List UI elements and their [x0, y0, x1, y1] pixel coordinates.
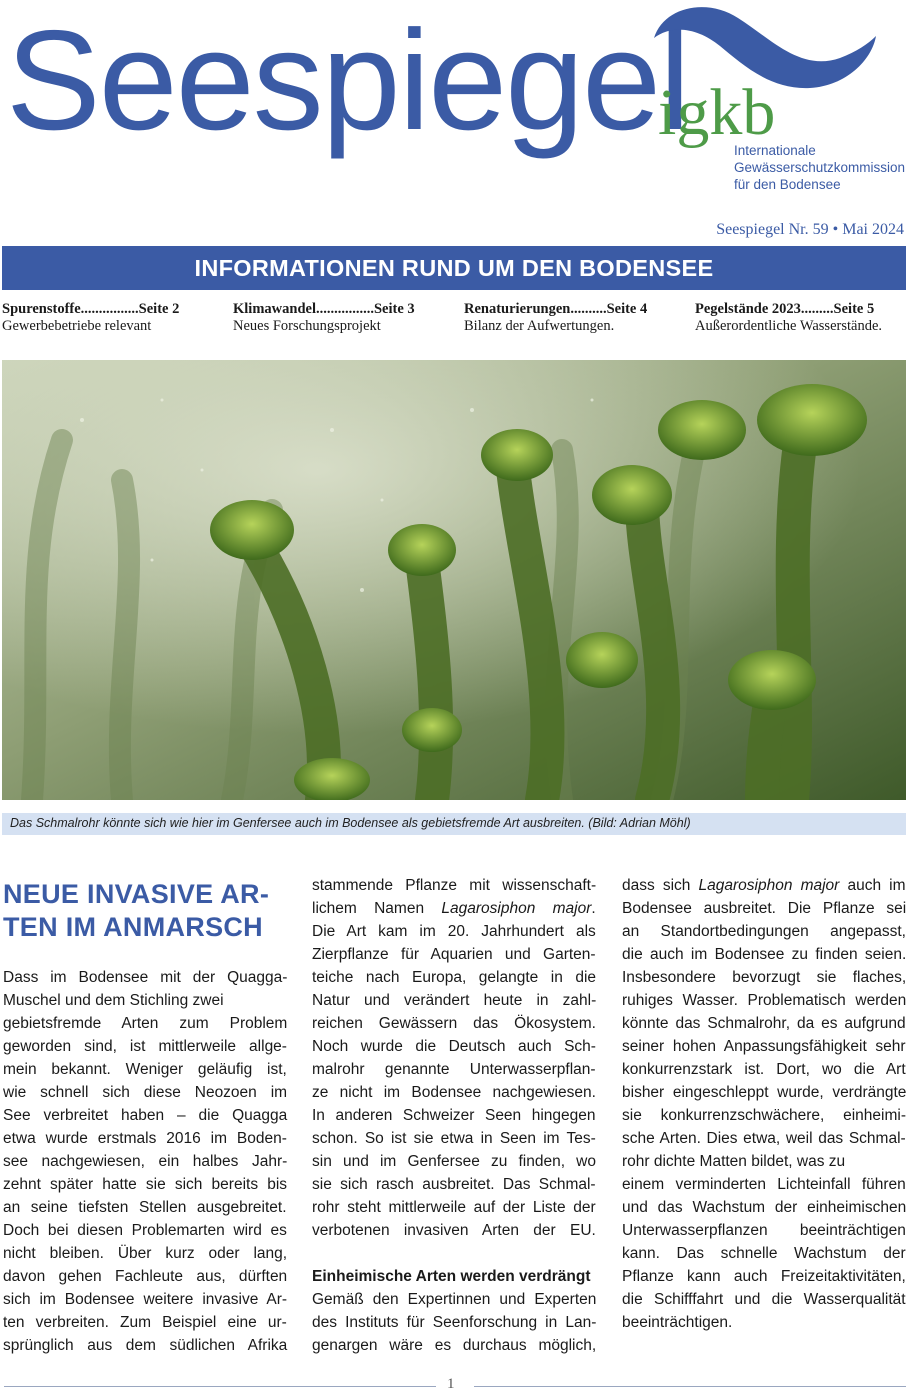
text-line: etwa wurde erstmals 2016 im Boden- [3, 1130, 287, 1147]
headline-line: TEN IM ANMARSCH [3, 912, 263, 942]
headline-line: NEUE INVASIVE AR- [3, 879, 270, 909]
text-line: stammende Pflanze mit wissenschaft- [312, 877, 597, 894]
footer-rule-left [4, 1386, 436, 1387]
issue-info: Seespiegel Nr. 59 • Mai 2024 [716, 221, 904, 238]
text-line: Dass im Bodensee mit der Quagga- [3, 969, 288, 986]
text-line: In anderen Schweizer Seen hingegen [312, 1107, 596, 1124]
page-number: 1 [447, 1376, 455, 1392]
org-line-3: für den Bodensee [734, 177, 841, 192]
photo-caption: Das Schmalrohr könnte sich wie hier im Genfersee auch im Bodensee als gebietsfremde Art ausbreiten. (Bild: Adrian Möhl) [10, 816, 691, 830]
text-line: Die Art kam im 20. Jahrhundert als [312, 923, 596, 940]
text-line: zehnt später hatte sie sich bereits bis [3, 1176, 288, 1193]
text-line: lichem Namen Lagarosiphon major. [312, 900, 596, 917]
text-line: mein bekannt. Weniger geläufig ist, [3, 1061, 287, 1078]
text-line: rohr dichte Matten bildet, was zu [622, 1153, 846, 1170]
text-line: an seine tiefsten Stellen ausgebreitet. [3, 1199, 287, 1216]
text-line: Doch bei diesen Problemarten wird es [3, 1222, 287, 1239]
text-line: konkurrenzstark ist. Dort, wo die Art [622, 1061, 906, 1078]
text-line: die Schifffahrt und die Wasserqualität [622, 1291, 906, 1308]
article-column-2 [312, 874, 596, 1357]
text-line: teiche nach Europa, gelangte in die [312, 969, 597, 986]
text-line: könnte das Schmalrohr, da es aufgrund [622, 1015, 906, 1032]
text-line: des Instituts für Seenforschung in Lan- [312, 1314, 597, 1331]
text-line: davon gehen Fachleute aus, dürften [3, 1268, 288, 1285]
text-line: nicht bleiben. Über kurz oder lang, [3, 1245, 288, 1262]
text-line: ten verbreiten. Zum Beispiel eine ur- [3, 1314, 287, 1331]
text-line: sie sich rasch ausbreitet. Das Schmal- [312, 1176, 596, 1193]
text-line: See verbreitet haben – die Quagga [3, 1107, 288, 1124]
text-line: an Standortbedingungen angepasst, [622, 923, 906, 940]
text-line: reichen Gewässern das Ökosystem. [312, 1015, 596, 1032]
text-line: beeinträchtigen. [622, 1314, 733, 1331]
text-line: Pflanze kann auch Freizeitaktivitäten, [622, 1268, 906, 1285]
text-line: bisher eingeschleppt wurde, verdrängte [622, 1084, 907, 1101]
section-subhead: Einheimische Arten werden verdrängt [312, 1268, 591, 1285]
toc-item-renaturierungen[interactable] [464, 301, 684, 335]
organization-name [734, 142, 905, 193]
text-line: Bodensee ausbreitet. Die Pflanze sei [622, 900, 907, 917]
text-line: sprünglich aus dem südlichen Afrika [3, 1337, 288, 1354]
text-line: Insbesondere bevorzugt sie flaches, [622, 969, 907, 986]
text-line: Zierpflanze für Aquarien und Garten- [312, 946, 596, 963]
toc-title: Klimawandel................Seite 3 [233, 301, 415, 317]
text-line: rohr steht mittlerweile auf der Liste der [312, 1199, 596, 1216]
photo-caption-bar [2, 813, 906, 835]
text-line: malrohr genannte Unterwasserpflan- [312, 1061, 596, 1078]
footer-rule-right [474, 1386, 906, 1387]
org-line-1: Internationale [734, 143, 816, 158]
text-line: einem verminderten Lichteinfall führen [622, 1176, 906, 1193]
text-line: gebietsfremde Arten zum Problem [3, 1015, 288, 1032]
text-line: wie schnell sich diese Neozoen im [3, 1084, 288, 1101]
article-column-1 [3, 966, 287, 1357]
text-line: see nachgewiesen, ein halbes Jahr- [3, 1153, 288, 1170]
article-headline [3, 878, 288, 944]
toc-item-pegelstaende[interactable] [695, 301, 908, 335]
text-line: und das Wachstum der einheimischen [622, 1199, 907, 1216]
text-line: dass sich Lagarosiphon major auch im [622, 877, 906, 894]
text-line: verbotenen invasiven Arten der EU. [312, 1222, 596, 1239]
toc-subtitle: Neues Forschungsprojekt [233, 318, 381, 334]
underwater-plants-photo [2, 360, 906, 800]
org-line-2: Gewässerschutzkommission [734, 160, 906, 175]
text-line: Gemäß den Expertinnen und Experten [312, 1291, 597, 1308]
text-line: schon. So ist sie etwa in Seen im Tes- [312, 1130, 596, 1147]
text-line: sin und im Genfersee zu finden, wo [312, 1153, 596, 1170]
toc-title: Pegelstände 2023.........Seite 5 [695, 301, 875, 317]
text-line: seiner hohen Anpassungsfähigkeit sehr [622, 1038, 906, 1055]
text-line: sich im Bodensee weitere invasive Ar- [3, 1291, 288, 1308]
text-line: die auch im Bodensee zu finden seien. [622, 946, 907, 963]
toc-subtitle: Gewerbebetriebe relevant [2, 318, 152, 334]
text-line: geworden sind, ist mittlerweile allge- [3, 1038, 287, 1055]
text-line: ze nicht im Bodensee nachgewiesen. [312, 1084, 596, 1101]
text-line: kann. Das schnelle Wachstum der [622, 1245, 906, 1262]
igkb-logo-letters: igkb [658, 76, 776, 149]
toc-item-spurenstoffe[interactable] [2, 301, 222, 335]
text-line: genargen wäre es durchaus möglich, [312, 1337, 597, 1354]
text-line: Unterwasserpflanzen beeinträchtigen [622, 1222, 906, 1239]
paragraph-gap [312, 1242, 596, 1265]
text-line: sche Arten. Dies etwa, weil das Schmal- [622, 1130, 906, 1147]
text-line: Natur und verändert heute in zahl- [312, 992, 597, 1009]
toc-subtitle: Bilanz der Aufwertungen. [464, 318, 615, 334]
toc-title: Spurenstoffe................Seite 2 [2, 301, 180, 317]
masthead-title: Seespiegel [6, 1, 689, 160]
text-line: Noch wurde die Deutsch auch Sch- [312, 1038, 596, 1055]
toc-item-klimawandel[interactable] [233, 301, 453, 335]
text-line: sie konkurrenzschwächere, einheimi- [622, 1107, 907, 1124]
text-line: Muschel und dem Stichling zwei [3, 992, 224, 1009]
banner-headline: INFORMATIONEN RUND UM DEN BODENSEE [2, 246, 906, 290]
toc-title: Renaturierungen..........Seite 4 [464, 301, 648, 317]
text-line: ruhiges Wasser. Problematisch werden [622, 992, 907, 1009]
toc-subtitle: Außerordentliche Wasserstände. [695, 318, 882, 334]
article-column-3 [622, 874, 906, 1334]
